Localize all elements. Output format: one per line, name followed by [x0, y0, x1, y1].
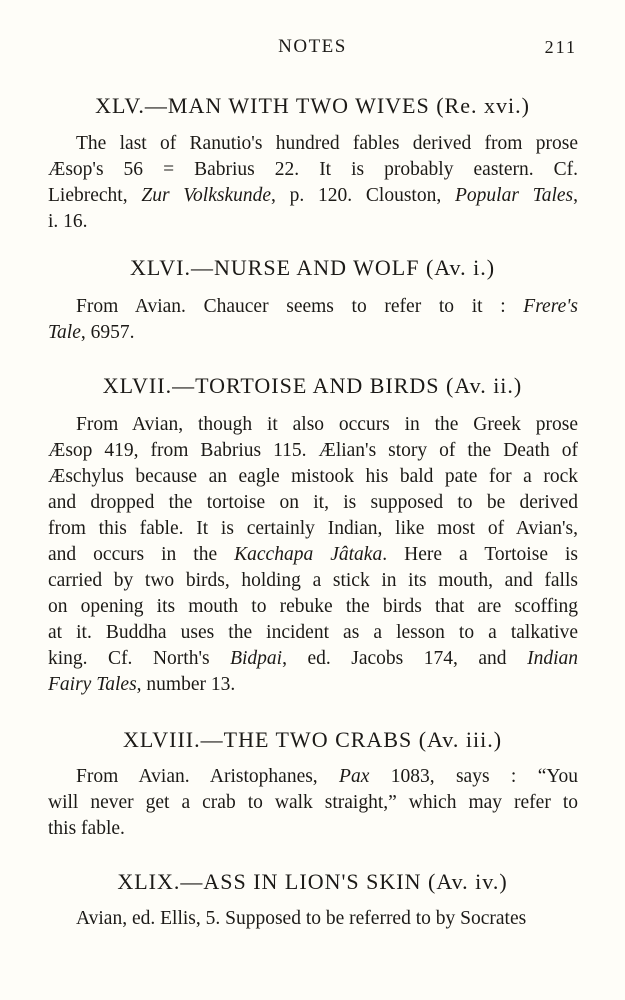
text-line: [48, 131, 578, 157]
text-run: The last of Ranutio's hundred fables derived from prose: [76, 133, 578, 154]
running-head: [0, 36, 625, 60]
text-run: carried by two birds, holding a stick in its mouth, and falls: [48, 570, 578, 591]
text-line: [48, 672, 578, 698]
text-run: i. 16.: [48, 211, 88, 232]
text-line: [48, 568, 578, 594]
text-run: . Here a Tortoise is: [382, 544, 578, 565]
italic-run: Zur Volkskunde: [141, 185, 272, 206]
text-run: Æschylus because an eagle mistook his bald pate for a rock: [48, 466, 578, 487]
text-run: Liebrecht,: [48, 185, 142, 206]
text-run: 1083, says : “You: [369, 766, 578, 787]
text-run: Æsop's 56 = Babrius 22. It is probably eastern. Cf.: [48, 159, 578, 180]
note-body: [48, 412, 578, 698]
text-run: on opening its mouth to rebuke the birds that are scoffing: [48, 596, 578, 617]
note-heading: XLV.—MAN WITH TWO WIVES (Re. xvi.): [95, 93, 530, 118]
note-heading: XLIX.—ASS IN LION'S SKIN (Av. iv.): [117, 869, 508, 894]
text-run: Avian, ed. Ellis, 5. Supposed to be referred to by Socrates: [76, 908, 527, 929]
text-line: [48, 183, 578, 209]
italic-run: Kacchapa Jâtaka: [234, 544, 383, 565]
text-run: will never get a crab to walk straight,” which may refer to: [48, 792, 578, 813]
text-run: From Avian. Aristophanes,: [76, 766, 340, 787]
text-run: from this fable. It is certainly Indian, like most of Avian's,: [48, 518, 578, 539]
text-line: [48, 790, 578, 816]
text-run: this fable.: [48, 818, 125, 839]
note-heading: XLVII.—TORTOISE AND BIRDS (Av. ii.): [102, 373, 523, 398]
text-run: king. Cf. North's: [48, 648, 231, 669]
text-line: [48, 490, 578, 516]
text-run: , number 13.: [136, 674, 236, 695]
text-run: ,: [573, 185, 578, 206]
text-run: and dropped the tortoise on it, is supposed to be derived: [48, 492, 578, 513]
text-line: [48, 157, 578, 183]
italic-run: Bidpai: [230, 648, 283, 669]
running-head-title: NOTES: [278, 36, 347, 57]
note-body: [48, 764, 578, 842]
note-body: [48, 131, 578, 235]
text-run: , 6957.: [80, 322, 135, 343]
italic-run: Fairy Tales: [48, 674, 137, 695]
text-line: [48, 542, 578, 568]
text-line: [48, 516, 578, 542]
text-line: [48, 620, 578, 646]
text-line: [48, 464, 578, 490]
text-run: , ed. Jacobs 174, and: [282, 648, 528, 669]
text-line: [48, 816, 578, 842]
text-line: [48, 764, 578, 790]
text-line: [48, 646, 578, 672]
text-line: [48, 438, 578, 464]
italic-run: Frere's: [523, 296, 578, 317]
note-body: [48, 906, 578, 932]
text-line: [48, 412, 578, 438]
note-body: [48, 294, 578, 346]
text-run: From Avian, though it also occurs in the Greek prose: [76, 414, 578, 435]
text-run: and occurs in the: [48, 544, 235, 565]
text-line: [48, 209, 578, 235]
text-run: From Avian. Chaucer seems to refer to it :: [76, 296, 524, 317]
text-line: [48, 294, 578, 320]
italic-run: Popular Tales: [454, 185, 574, 206]
text-line: [48, 906, 578, 932]
italic-run: Indian: [527, 648, 578, 669]
text-line: [48, 594, 578, 620]
text-line: [48, 320, 578, 346]
text-run: , p. 120. Clouston,: [271, 185, 455, 206]
italic-run: Tale: [48, 322, 81, 343]
text-run: Æsop 419, from Babrius 115. Ælian's story of the Death of: [48, 440, 578, 461]
note-heading: XLVI.—NURSE AND WOLF (Av. i.): [129, 255, 496, 280]
italic-run: Pax: [339, 766, 370, 787]
page-number: 211: [544, 37, 577, 57]
text-run: at it. Buddha uses the incident as a lesson to a talkative: [48, 622, 578, 643]
note-heading: XLVIII.—THE TWO CRABS (Av. iii.): [122, 727, 503, 752]
